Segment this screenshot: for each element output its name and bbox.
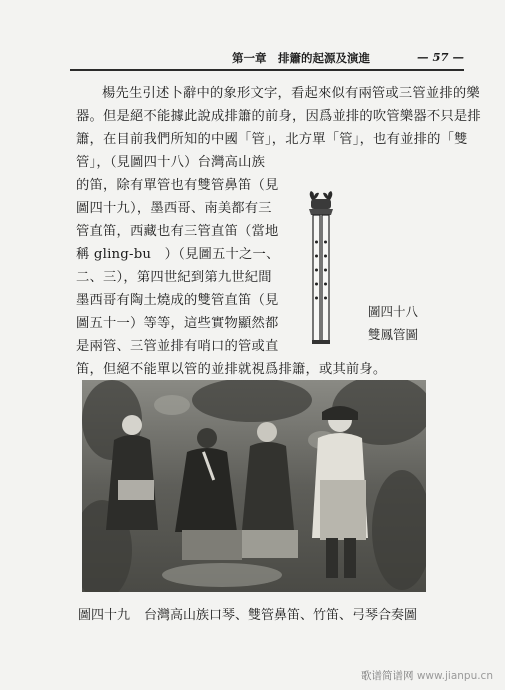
text-line: 是兩管、三管並排有哨口的管或直 <box>76 339 279 354</box>
ensemble-photograph <box>82 380 426 592</box>
page-number: — 57 — <box>416 50 464 64</box>
chapter-title: 第一章 排簫的起源及演進 <box>232 51 370 65</box>
text-line: 管」，（見圖四十八）台灣高山族 <box>76 155 266 170</box>
text-line: 稱 gling-bu ）（見圖五十之一、 <box>76 247 280 262</box>
text-line: 管直笛，西藏也有三管直笛（當地 <box>76 224 279 239</box>
text-line: 圖四十九），墨西哥、南美都有三 <box>76 201 272 216</box>
text-line: 器。但是絕不能據此說成排簫的前身，因爲並排的吹管樂器不只是排 <box>76 109 481 124</box>
figure-48-label: 圖四十八 <box>368 304 419 319</box>
text-line: 笛，但絕不能單以管的並排就視爲排簫，或其前身。 <box>76 362 387 377</box>
figure-49-caption: 台灣高山族口琴、雙管鼻笛、竹笛、弓琴合奏圖 <box>144 608 418 623</box>
paragraph-1 <box>76 82 481 151</box>
text-line: 楊先生引述卜辭中的象形文字，看起來似有兩管或三管並排的樂 <box>102 86 480 101</box>
text-line: 簫，在目前我們所知的中國「管」，北方單「管」，也有並排的「雙 <box>76 132 468 147</box>
header-rule <box>70 69 464 71</box>
figure-48-title: 雙鳳管圖 <box>368 327 419 342</box>
watermark-url: www.jianpu.cn <box>416 670 493 682</box>
text-line: 的笛，除有單管也有雙管鼻笛（見 <box>76 178 279 193</box>
text-line: 圖五十一）等等，這些實物顯然都 <box>76 316 279 331</box>
watermark-text: 歌谱简谱网 <box>361 670 414 682</box>
text-line: 墨西哥有陶土燒成的雙管直笛（見 <box>76 293 279 308</box>
double-phoenix-pipe-illustration <box>300 190 344 350</box>
figure-48-caption <box>368 300 418 346</box>
figure-49-label: 圖四十九 <box>78 608 131 623</box>
text-line: 二、三），第四世紀到第九世紀間 <box>76 270 272 285</box>
site-watermark <box>361 668 493 683</box>
running-header <box>232 50 464 68</box>
